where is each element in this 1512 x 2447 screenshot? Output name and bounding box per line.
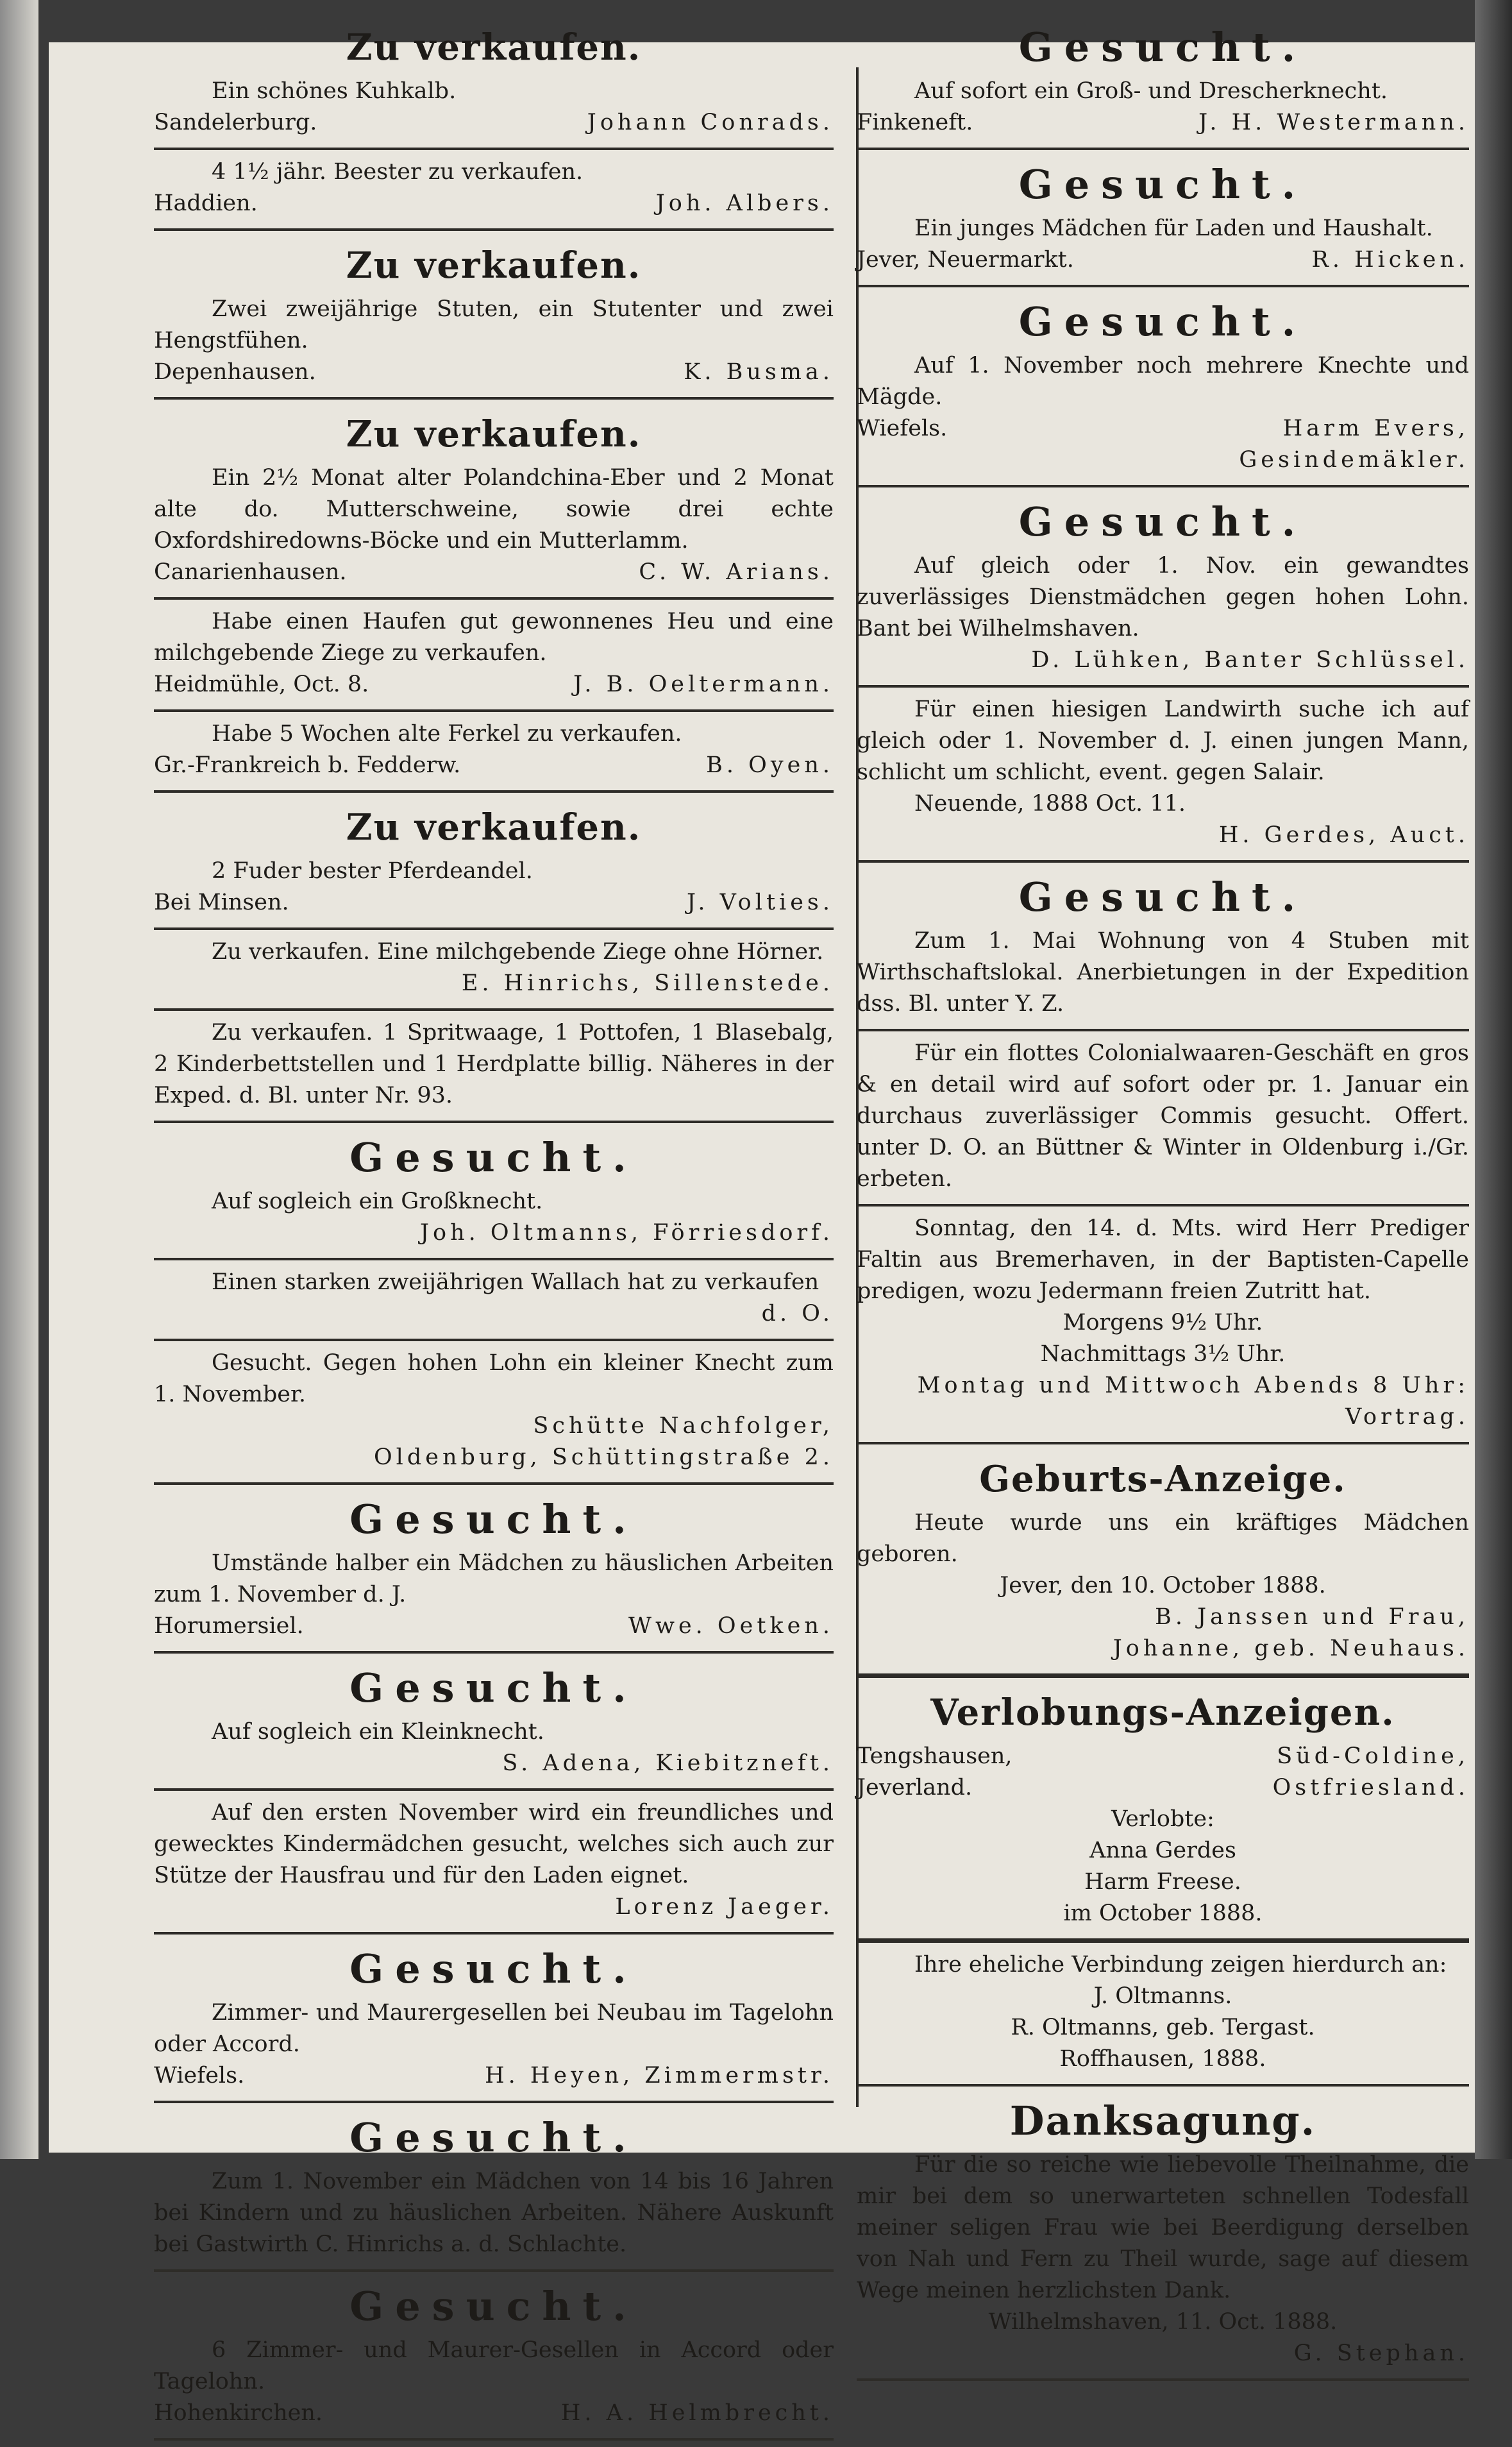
- ad-separator-rule: [154, 2101, 834, 2103]
- advertisement: [154, 1267, 834, 1334]
- ad-signature: B. Oyen.: [706, 752, 834, 778]
- ad-heading: Gesucht.: [349, 1664, 638, 1711]
- advertisement: [154, 19, 834, 142]
- ad-text: Für die so reiche wie liebevolle Theilnahme, die mir bei dem so unerwarteten schnellen Todesfall meiner seligen Frau wie bei Beerdigung derselben von Nah und Fern zu Theil wurde, sage auf diesem Wege meinen herzlichsten Dank.: [857, 2152, 1469, 2303]
- ad-separator-rule: [857, 1442, 1469, 1444]
- ad-separator-rule: [154, 1008, 834, 1011]
- ad-heading: Gesucht.: [349, 2283, 638, 2330]
- advertisement: [857, 19, 1469, 142]
- ad-text: Zum 1. Mai Wohnung von 4 Stuben mit Wirthschaftslokal. Anerbietungen in der Expedition dss. Bl. unter Y. Z.: [857, 928, 1469, 1017]
- ad-centered-line: Verlobte:: [1111, 1806, 1214, 1832]
- ad-text: Neuende, 1888 Oct. 11.: [914, 791, 1186, 817]
- ad-footer-line: [154, 107, 834, 139]
- ad-place: Depenhausen.: [154, 359, 316, 385]
- advertisement: [154, 2110, 834, 2264]
- ad-signature: C. W. Arians.: [639, 559, 834, 585]
- ad-heading: Zu verkaufen.: [346, 244, 642, 287]
- ad-separator-rule: [154, 148, 834, 150]
- ad-footer-line: [154, 669, 834, 700]
- ad-text: Ihre eheliche Verbindung zeigen hierdurch an:: [914, 1952, 1447, 1977]
- ad-centered-line: J. Oltmanns.: [1093, 1983, 1232, 2009]
- ad-heading: Gesucht.: [349, 2114, 638, 2161]
- right-column: [857, 19, 1469, 2387]
- ad-heading: Gesucht.: [1018, 298, 1307, 345]
- ad-footer-line: [857, 413, 1469, 445]
- advertisement: [857, 2093, 1469, 2373]
- ad-text: Zu verkaufen. 1 Spritwaage, 1 Pottofen, 1 Blasebalg, 2 Kinderbettstellen und 1 Herdplatte billig. Näheres in der Exped. d. Bl. unter Nr. 93.: [154, 1020, 834, 1108]
- ad-separator-rule: [154, 397, 834, 400]
- ad-text: Habe einen Haufen gut gewonnenes Heu und eine milchgebende Ziege zu verkaufen.: [154, 609, 834, 666]
- ad-footer-line: [154, 750, 834, 781]
- ad-footer-line: [857, 1741, 1469, 1772]
- ad-text: Auf 1. November noch mehrere Knechte und Mägde.: [857, 353, 1469, 410]
- ad-place: Gr.-Frankreich b. Fedderw.: [154, 752, 461, 778]
- ad-text: Auf den ersten November wird ein freundliches und gewecktes Kindermädchen gesucht, welches sich auch zur Stütze der Hausfrau und für den Laden eignet.: [154, 1800, 834, 1888]
- ad-text: Einen starken zweijährigen Wallach hat zu verkaufen: [212, 1269, 819, 1295]
- ad-text: Ein 2½ Monat alter Polandchina-Eber und 2 Monat alte do. Mutterschweine, sowie drei echte Oxfordshiredowns-Böcke und ein Mutterlamm.: [154, 465, 834, 554]
- ad-text: Heute wurde uns ein kräftiges Mädchen geboren.: [857, 1510, 1469, 1567]
- ad-separator-rule: [154, 790, 834, 793]
- ad-signature: d. O.: [761, 1301, 834, 1326]
- ad-centered-line: Anna Gerdes: [1089, 1838, 1236, 1863]
- advertisement: [857, 869, 1469, 1024]
- ad-footer-line: [154, 188, 834, 219]
- ad-separator-rule: [154, 2438, 834, 2441]
- ad-signature: Oldenburg, Schüttingstraße 2.: [373, 1444, 834, 1470]
- ad-footer-line: [857, 1772, 1469, 1804]
- advertisement: [154, 606, 834, 704]
- ad-place: Finkeneft.: [857, 110, 973, 135]
- ad-separator-rule: [154, 1258, 834, 1260]
- advertisement: [154, 936, 834, 1003]
- ad-place: Horumersiel.: [154, 1613, 304, 1639]
- ad-separator-rule: [857, 285, 1469, 287]
- ad-footer-line: [154, 968, 834, 999]
- ad-footer-line: [857, 107, 1469, 139]
- page-edge: [1475, 0, 1512, 2159]
- ad-separator-rule: [154, 228, 834, 231]
- ad-separator-rule: [857, 1673, 1469, 1678]
- ad-signature: B. Janssen und Frau,: [1155, 1604, 1469, 1630]
- ad-separator-rule: [154, 927, 834, 930]
- ad-separator-rule: [857, 1938, 1469, 1943]
- ad-signature: Joh. Oltmanns, Förriesdorf.: [419, 1220, 834, 1246]
- ad-separator-rule: [154, 709, 834, 712]
- ad-place: Jever, Neuermarkt.: [857, 247, 1074, 273]
- ad-signature: J. Volties.: [687, 890, 834, 915]
- advertisement: [857, 1684, 1469, 1933]
- ad-heading: Gesucht.: [1018, 161, 1307, 208]
- ad-signature: H. Heyen, Zimmermstr.: [485, 2063, 834, 2088]
- ad-separator-rule: [857, 2084, 1469, 2087]
- ad-separator-rule: [857, 1204, 1469, 1207]
- ad-signature: Ostfriesland.: [1272, 1775, 1469, 1800]
- ad-text: Habe 5 Wochen alte Ferkel zu verkaufen.: [212, 721, 682, 747]
- ad-heading: Danksagung.: [1009, 2097, 1316, 2144]
- ad-text: Für einen hiesigen Landwirth suche ich auf gleich oder 1. November d. J. einen jungen Mann, schlicht um schlicht, event. gegen Salair.: [857, 697, 1469, 785]
- advertisement: [154, 1797, 834, 1927]
- book-spine: [0, 0, 38, 2159]
- ad-heading: Gesucht.: [349, 1134, 638, 1181]
- ad-place: Canarienhausen.: [154, 559, 347, 585]
- ad-separator-rule: [154, 1482, 834, 1485]
- ad-heading: Verlobungs-Anzeigen.: [930, 1691, 1395, 1734]
- advertisement: [154, 1660, 834, 1783]
- ad-centered-line: Nachmittags 3½ Uhr.: [1040, 1341, 1286, 1367]
- advertisement: [857, 1949, 1469, 2079]
- ad-text: Auf sogleich ein Kleinknecht.: [212, 1719, 544, 1745]
- ad-place: Sandelerburg.: [154, 110, 317, 135]
- advertisement: [154, 406, 834, 592]
- advertisement: [857, 157, 1469, 280]
- ad-place: Jeverland.: [857, 1775, 973, 1800]
- ad-text: Umstände halber ein Mädchen zu häuslichen Arbeiten zum 1. November d. J.: [154, 1550, 834, 1607]
- ad-heading: Zu verkaufen.: [346, 26, 642, 69]
- ad-text: Ein schönes Kuhkalb.: [212, 78, 457, 104]
- ad-signature: J. H. Westermann.: [1198, 110, 1469, 135]
- ad-footer-line: [154, 557, 834, 588]
- ad-text: Zu verkaufen. Eine milchgebende Ziege ohne Hörner.: [212, 939, 824, 965]
- advertisement: [154, 157, 834, 223]
- ad-signature: Schütte Nachfolger,: [533, 1413, 834, 1439]
- ad-signature: Harm Evers,: [1282, 416, 1469, 441]
- ad-separator-rule: [857, 1029, 1469, 1031]
- ad-place: Hohenkirchen.: [154, 2400, 323, 2426]
- ad-signature: D. Lühken, Banter Schlüssel.: [1031, 647, 1469, 673]
- ad-text: Auf gleich oder 1. Nov. ein gewandtes zuverlässiges Dienstmädchen gegen hohen Lohn. Bant bei Wilhelmshaven.: [857, 553, 1469, 641]
- ad-place: Wiefels.: [857, 416, 948, 441]
- ad-separator-rule: [857, 148, 1469, 150]
- ad-separator-rule: [154, 2269, 834, 2272]
- advertisement: [857, 1213, 1469, 1437]
- ad-text: 6 Zimmer- und Maurer-Gesellen in Accord oder Tagelohn.: [154, 2337, 834, 2394]
- ad-heading: Gesucht.: [1018, 498, 1307, 545]
- ad-text: Sonntag, den 14. d. Mts. wird Herr Prediger Faltin aus Bremerhaven, in der Baptisten-Capelle predigen, wozu Jedermann freien Zutritt hat.: [857, 1215, 1469, 1304]
- ad-heading: Gesucht.: [1018, 24, 1307, 71]
- ad-text: Zwei zweijährige Stuten, ein Stutenter und zwei Hengstfühen.: [154, 296, 834, 353]
- ad-separator-rule: [154, 597, 834, 600]
- ad-signature: Süd-Coldine,: [1277, 1743, 1469, 1769]
- advertisement: [154, 1130, 834, 1253]
- advertisement: [154, 799, 834, 922]
- ad-separator-rule: [154, 1121, 834, 1123]
- ad-text: Auf sogleich ein Großknecht.: [212, 1189, 543, 1214]
- advertisement: [154, 1348, 834, 1477]
- ad-centered-line: Roffhausen, 1888.: [1059, 2046, 1266, 2072]
- ad-place: Haddien.: [154, 191, 258, 216]
- ad-text: Auf sofort ein Groß- und Drescherknecht.: [914, 78, 1388, 104]
- ad-centered-line: Wilhelmshaven, 11. Oct. 1888.: [988, 2309, 1338, 2335]
- advertisement: [154, 237, 834, 392]
- ad-signature: Montag und Mittwoch Abends 8 Uhr: Vortrag.: [917, 1373, 1469, 1430]
- ad-signature: G. Stephan.: [1293, 2341, 1469, 2366]
- ad-separator-rule: [857, 2378, 1469, 2381]
- ad-footer-line: [154, 887, 834, 919]
- ad-heading: Zu verkaufen.: [346, 413, 642, 455]
- ad-signature: Joh. Albers.: [655, 191, 834, 216]
- ad-signature: H. A. Helmbrecht.: [560, 2400, 834, 2426]
- ad-text: 2 Fuder bester Pferdeandel.: [212, 858, 533, 884]
- ad-separator-rule: [857, 485, 1469, 487]
- ad-heading: Gesucht.: [1018, 874, 1307, 920]
- ad-centered-line: Harm Freese.: [1084, 1869, 1241, 1895]
- ad-separator-rule: [154, 1339, 834, 1341]
- ad-centered-line: im October 1888.: [1063, 1901, 1263, 1926]
- left-column: [154, 19, 834, 2447]
- ad-place: Bei Minsen.: [154, 890, 289, 915]
- ad-footer-line: [154, 1611, 834, 1642]
- ad-text: Zum 1. November ein Mädchen von 14 bis 16 Jahren bei Kindern und zu häuslichen Arbeiten. Nähere Auskunft bei Gastwirth C. Hinrichs a. d. Schlachte.: [154, 2169, 834, 2257]
- ad-separator-rule: [154, 1788, 834, 1791]
- ad-signature: S. Adena, Kiebitzneft.: [502, 1750, 834, 1776]
- advertisement: [857, 1038, 1469, 1199]
- ad-footer-line: [857, 244, 1469, 276]
- ad-separator-rule: [154, 1651, 834, 1654]
- ad-signature: Lorenz Jaeger.: [615, 1894, 834, 1920]
- ad-signature: H. Gerdes, Auct.: [1218, 822, 1469, 848]
- advertisement: [154, 2278, 834, 2433]
- ad-separator-rule: [154, 1932, 834, 1935]
- ad-signature: Wwe. Oetken.: [628, 1613, 834, 1639]
- ad-footer-line: [154, 357, 834, 388]
- ad-signature: Johanne, geb. Neuhaus.: [1113, 1636, 1469, 1661]
- ad-signature: R. Hicken.: [1311, 247, 1469, 273]
- ad-separator-rule: [857, 860, 1469, 863]
- ad-signature: K. Busma.: [684, 359, 834, 385]
- ad-separator-rule: [857, 685, 1469, 688]
- ad-signature: E. Hinrichs, Sillenstede.: [461, 970, 834, 996]
- ad-footer-line: [154, 2398, 834, 2429]
- ad-heading: Zu verkaufen.: [346, 806, 642, 849]
- ad-text: Ein junges Mädchen für Laden und Haushalt.: [914, 216, 1433, 241]
- ad-text: Gesucht. Gegen hohen Lohn ein kleiner Knecht zum 1. November.: [154, 1350, 834, 1407]
- ad-place: Tengshausen,: [857, 1743, 1012, 1769]
- ad-centered-line: Jever, den 10. October 1888.: [1000, 1573, 1326, 1598]
- ad-text: 4 1½ jähr. Beester zu verkaufen.: [212, 159, 584, 185]
- advertisement: [154, 1017, 834, 1115]
- ad-text: Zimmer- und Maurergesellen bei Neubau im Tagelohn oder Accord.: [154, 2000, 834, 2057]
- ad-heading: Gesucht.: [349, 1945, 638, 1992]
- advertisement: [154, 718, 834, 785]
- advertisement: [857, 494, 1469, 680]
- ad-signature: Johann Conrads.: [587, 110, 834, 135]
- ad-place: Wiefels.: [154, 2063, 245, 2088]
- advertisement: [857, 1451, 1469, 1668]
- ad-footer-line: [154, 2060, 834, 2092]
- ad-centered-line: Morgens 9½ Uhr.: [1063, 1310, 1263, 1335]
- advertisement: [857, 294, 1469, 480]
- ad-centered-line: R. Oltmanns, geb. Tergast.: [1011, 2015, 1315, 2040]
- ad-place: Heidmühle, Oct. 8.: [154, 672, 369, 697]
- ad-heading: Geburts-Anzeige.: [979, 1458, 1347, 1500]
- advertisement: [857, 694, 1469, 855]
- ad-text: Für ein flottes Colonialwaaren-Geschäft en gros & en detail wird auf sofort oder pr. 1. Januar ein durchaus zuverlässiger Commis gesucht. Offert. unter D. O. an Büttner & Winter in Oldenburg i./Gr. erbeten.: [857, 1040, 1469, 1192]
- advertisement: [154, 1491, 834, 1646]
- advertisement: [154, 1941, 834, 2096]
- ad-heading: Gesucht.: [349, 1496, 638, 1543]
- ad-signature: J. B. Oeltermann.: [573, 672, 834, 697]
- ad-signature: Gesindemäkler.: [1239, 447, 1469, 473]
